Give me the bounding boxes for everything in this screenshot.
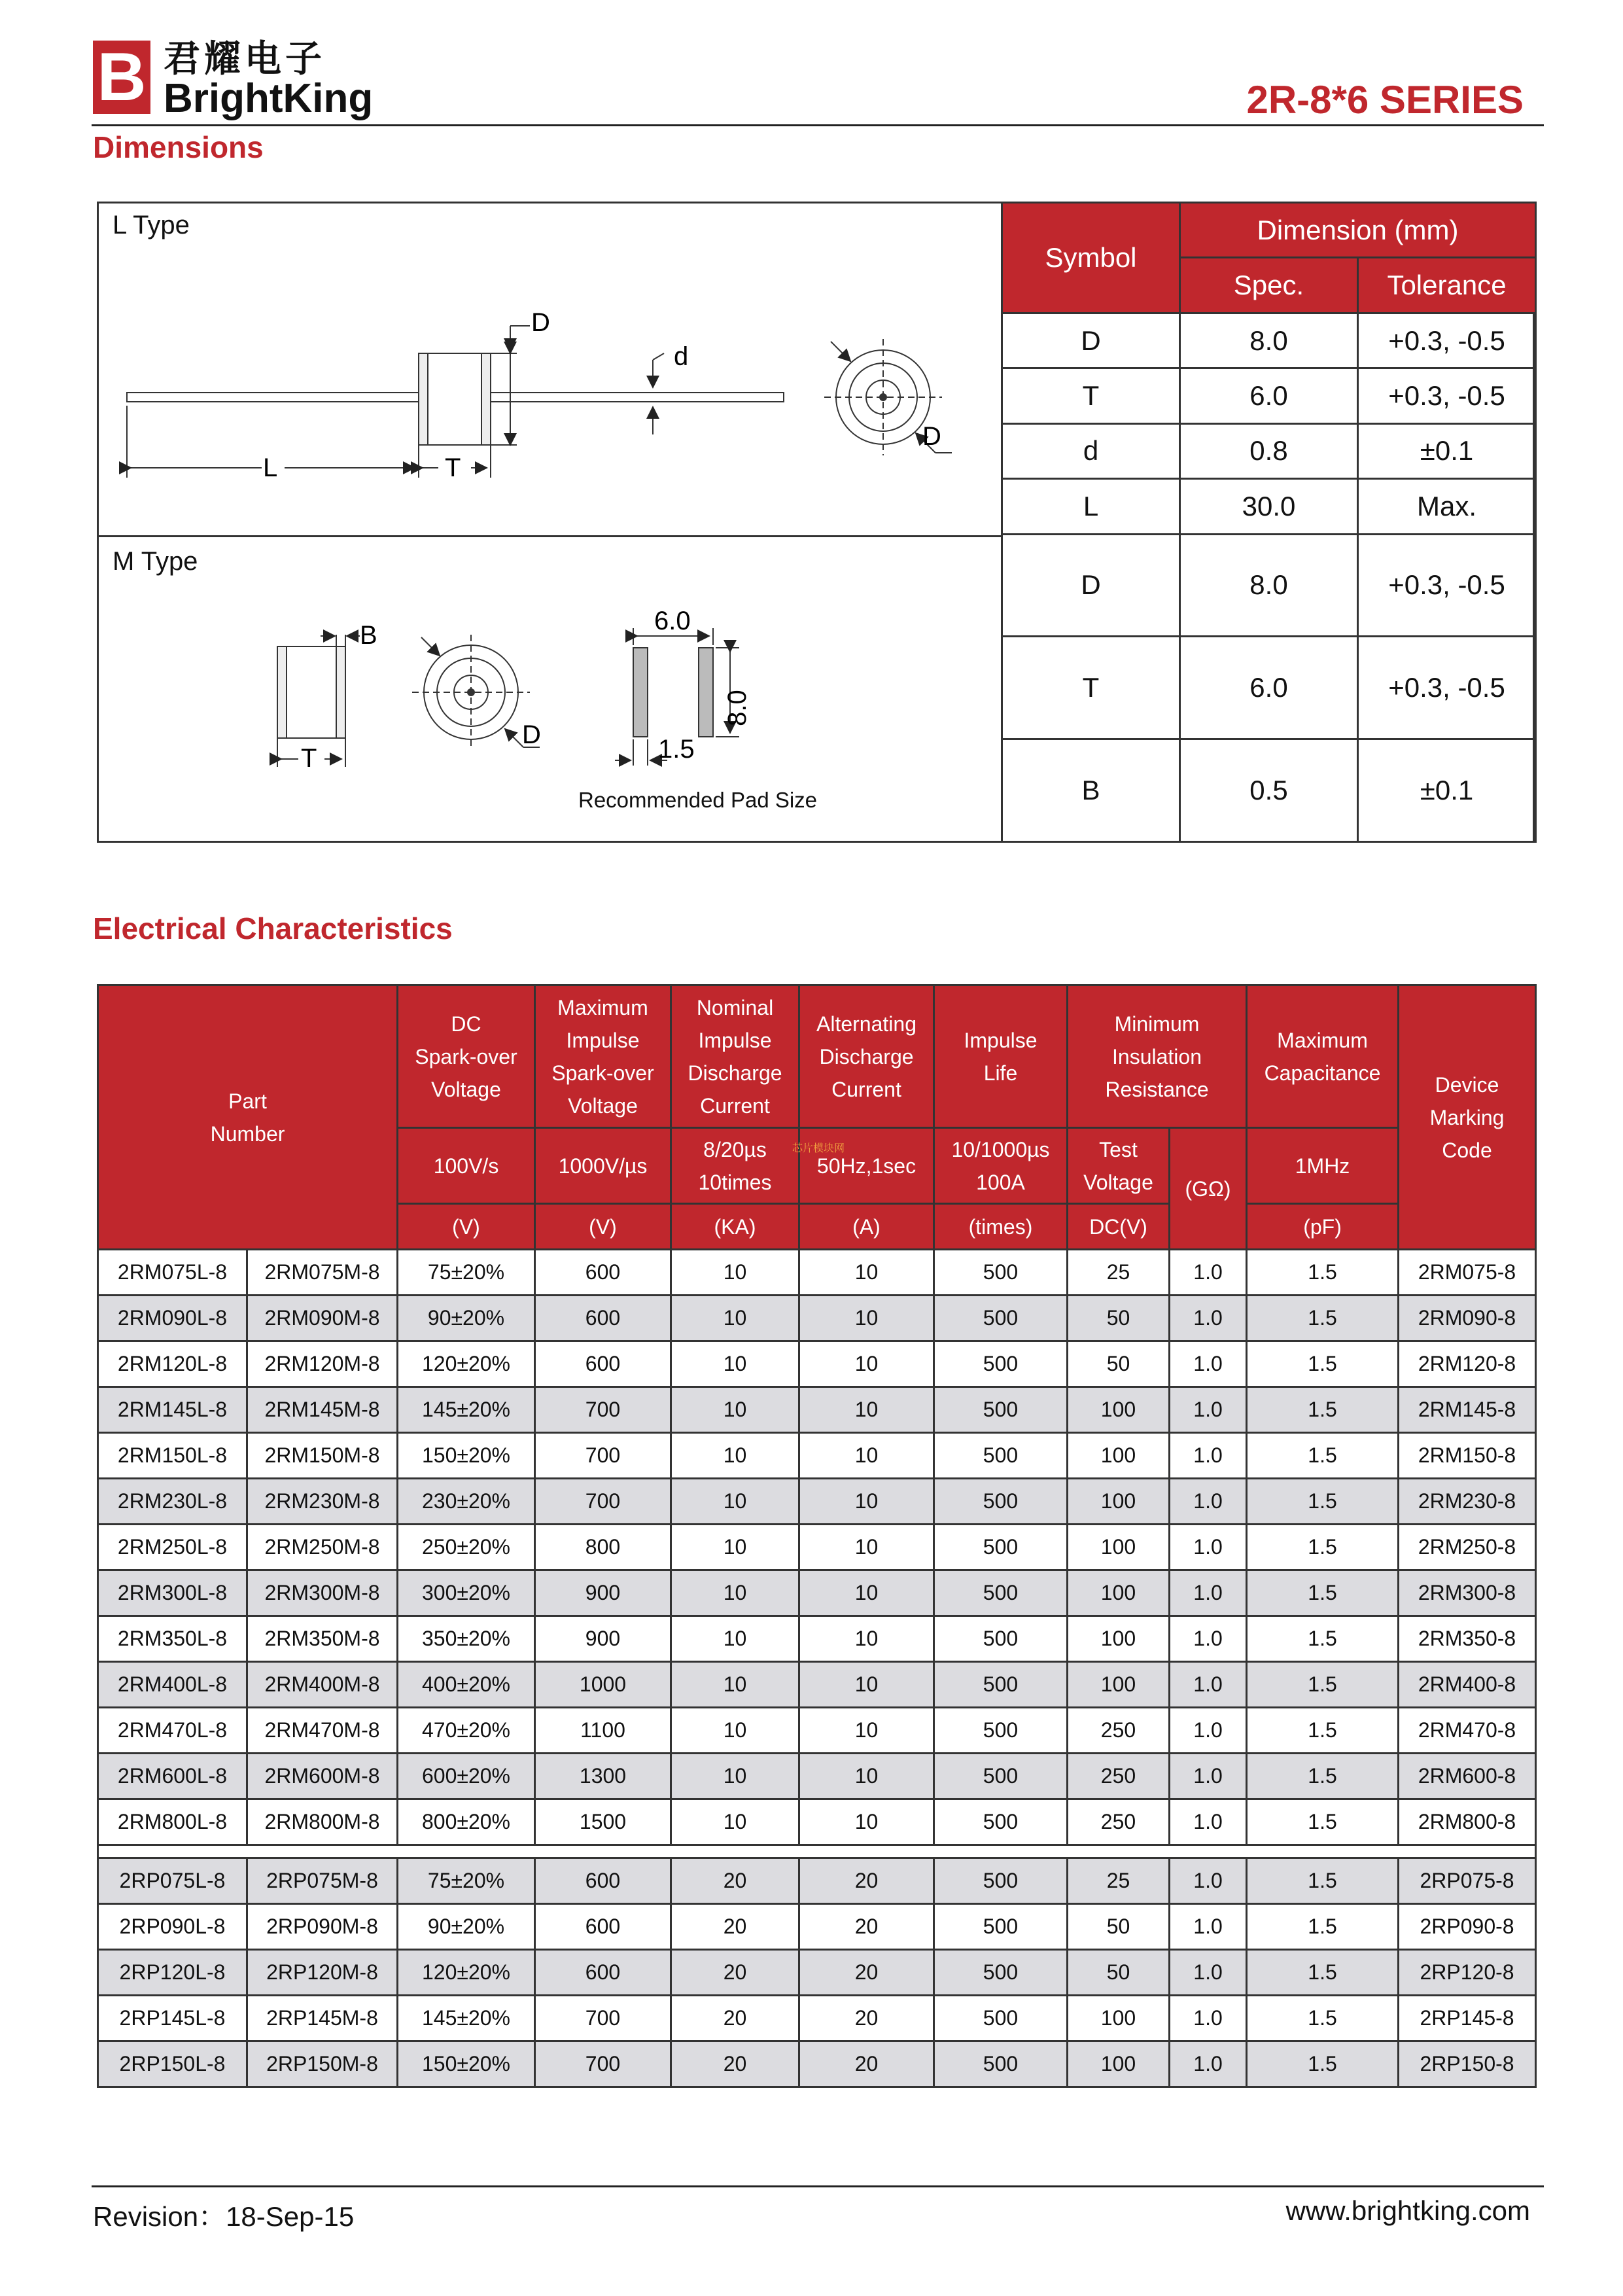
table-cell: 1.0 (1170, 1996, 1247, 2041)
unit-nd: (KA) (671, 1204, 799, 1250)
table-cell: 2RM150L-8 (98, 1433, 247, 1479)
table-cell: 150±20% (398, 2041, 535, 2087)
table-cell: 20 (799, 2041, 934, 2087)
table-cell: 1.5 (1247, 1387, 1399, 1433)
l-type-drawing (111, 288, 981, 484)
table-cell: 500 (934, 1950, 1068, 1996)
table-cell: 100 (1068, 2041, 1170, 2087)
table-cell: 2RM150M-8 (247, 1433, 398, 1479)
pad-gap-label: 1.5 (658, 735, 695, 764)
unit-il: (times) (934, 1204, 1068, 1250)
m-type-drawing (262, 595, 759, 785)
table-cell: 2RP150M-8 (247, 2041, 398, 2087)
hdr-insulation: Minimum Insulation Resistance (1068, 985, 1247, 1128)
m-dim-t-label: T (301, 744, 317, 773)
table-cell: 1.0 (1170, 1754, 1247, 1799)
pad-width-label: 6.0 (654, 607, 691, 635)
unit-tv: DC(V) (1068, 1204, 1170, 1250)
table-cell: 500 (934, 1662, 1068, 1708)
table-cell: 25 (1068, 1250, 1170, 1296)
table-cell: 75±20% (398, 1858, 535, 1904)
table-row (98, 1387, 1536, 1433)
table-cell: 100 (1068, 1387, 1170, 1433)
table-cell: 145±20% (398, 1387, 535, 1433)
hdr-impulse-life: Impulse Life (934, 985, 1068, 1128)
table-cell: 10 (799, 1525, 934, 1570)
hdr-part-number: Part Number (98, 985, 398, 1250)
table-cell: 600 (535, 1250, 671, 1296)
table-cell: 2RM120L-8 (98, 1341, 247, 1387)
table-cell: 2RM145L-8 (98, 1387, 247, 1433)
table-cell: 20 (671, 1950, 799, 1996)
table-cell: 500 (934, 1341, 1068, 1387)
table-cell: 100 (1068, 1616, 1170, 1662)
table-cell: 700 (535, 1996, 671, 2041)
table-row (98, 1858, 1536, 1904)
l-end-d-label: D (922, 422, 941, 451)
l-type-label: L Type (113, 211, 190, 239)
hdr-alternating-discharge: Alternating Discharge Current (799, 985, 934, 1128)
hdr-capacitance: Maximum Capacitance (1247, 985, 1399, 1128)
table-cell: 1.0 (1170, 1708, 1247, 1754)
table-cell: 900 (535, 1570, 671, 1616)
table-cell: 1.5 (1247, 1341, 1399, 1387)
table-cell: 50 (1068, 1904, 1170, 1950)
unit-ad: (A) (799, 1204, 934, 1250)
table-cell: 2RM120-8 (1399, 1341, 1536, 1387)
table-cell: 1500 (535, 1799, 671, 1845)
table-cell: 500 (934, 1250, 1068, 1296)
table-cell: 50 (1068, 1341, 1170, 1387)
dimension-table (1001, 202, 1537, 843)
table-row (98, 1708, 1536, 1754)
table-cell: 2RM120M-8 (247, 1341, 398, 1387)
table-cell: 1.0 (1170, 1858, 1247, 1904)
electrical-title: Electrical Characteristics (93, 911, 453, 945)
table-cell: 2RM230M-8 (247, 1479, 398, 1525)
table-cell: 2RM250M-8 (247, 1525, 398, 1570)
dim-row-l-D: D 8.0 +0.3, -0.5 (1002, 313, 1536, 368)
table-cell: 1.5 (1247, 1662, 1399, 1708)
table-row (98, 1433, 1536, 1479)
table-cell: 400±20% (398, 1662, 535, 1708)
hdr-max-impulse: Maximum Impulse Spark-over Voltage (535, 985, 671, 1128)
table-cell: 350±20% (398, 1616, 535, 1662)
table-cell: 120±20% (398, 1950, 535, 1996)
table-cell: 2RP120L-8 (98, 1950, 247, 1996)
table-cell: 300±20% (398, 1570, 535, 1616)
table-cell: 1.5 (1247, 1904, 1399, 1950)
table-cell: 250 (1068, 1708, 1170, 1754)
table-cell: 10 (671, 1250, 799, 1296)
cond-nd: 8/20µs 10times (671, 1128, 799, 1204)
table-cell: 2RM470M-8 (247, 1708, 398, 1754)
table-cell: 2RM350M-8 (247, 1616, 398, 1662)
table-cell: 20 (671, 1996, 799, 2041)
table-cell: 10 (799, 1433, 934, 1479)
m-end-d-label: D (522, 720, 541, 749)
table-cell: 50 (1068, 1950, 1170, 1996)
table-cell: 2RM470-8 (1399, 1708, 1536, 1754)
table-cell: 2RM075M-8 (247, 1250, 398, 1296)
table-cell: 10 (799, 1479, 934, 1525)
dim-row-m-D: D 8.0 +0.3, -0.5 (1002, 534, 1536, 637)
pad-size-caption: Recommended Pad Size (578, 788, 818, 812)
table-cell: 20 (799, 1904, 934, 1950)
table-cell: 2RP150-8 (1399, 2041, 1536, 2087)
table-cell: 500 (934, 1570, 1068, 1616)
table-cell: 20 (799, 1996, 934, 2041)
table-cell: 2RM090M-8 (247, 1296, 398, 1341)
table-cell: 100 (1068, 1479, 1170, 1525)
table-cell: 1000 (535, 1662, 671, 1708)
table-row (98, 1296, 1536, 1341)
table-row (98, 1799, 1536, 1845)
table-cell: 20 (799, 1858, 934, 1904)
table-cell: 1.5 (1247, 1479, 1399, 1525)
table-cell: 900 (535, 1616, 671, 1662)
table-cell: 2RM230-8 (1399, 1479, 1536, 1525)
table-cell: 2RP120-8 (1399, 1950, 1536, 1996)
watermark-text: 芯片模块网 (792, 1143, 845, 1154)
table-cell: 500 (934, 1387, 1068, 1433)
table-cell: 20 (671, 1858, 799, 1904)
table-cell: 1.0 (1170, 1479, 1247, 1525)
table-cell: 2RM600L-8 (98, 1754, 247, 1799)
table-cell: 500 (934, 1904, 1068, 1950)
table-row (98, 2041, 1536, 2087)
table-cell: 145±20% (398, 1996, 535, 2041)
table-cell: 500 (934, 1296, 1068, 1341)
table-cell: 1.0 (1170, 1250, 1247, 1296)
table-cell: 2RP145L-8 (98, 1996, 247, 2041)
table-cell: 10 (799, 1387, 934, 1433)
table-cell: 90±20% (398, 1904, 535, 1950)
dim-col-symbol: Symbol (1002, 203, 1180, 313)
table-cell: 2RM075-8 (1399, 1250, 1536, 1296)
table-cell: 2RM300M-8 (247, 1570, 398, 1616)
table-cell: 100 (1068, 1662, 1170, 1708)
table-cell: 1.0 (1170, 2041, 1247, 2087)
table-cell: 1.5 (1247, 1616, 1399, 1662)
table-cell: 2RM600-8 (1399, 1754, 1536, 1799)
brand-logo (93, 41, 150, 114)
table-cell: 10 (671, 1616, 799, 1662)
table-cell: 2RM350L-8 (98, 1616, 247, 1662)
table-cell: 1.0 (1170, 1525, 1247, 1570)
table-cell: 10 (799, 1341, 934, 1387)
table-cell: 100 (1068, 1433, 1170, 1479)
table-cell: 1.5 (1247, 1708, 1399, 1754)
table-cell: 2RP145-8 (1399, 1996, 1536, 2041)
footer-rule (92, 2185, 1544, 2187)
website-link[interactable]: www.brightking.com (1285, 2195, 1530, 2226)
table-cell: 500 (934, 1708, 1068, 1754)
table-cell: 1.0 (1170, 1904, 1247, 1950)
table-cell: 10 (671, 1387, 799, 1433)
series-title: 2R-8*6 SERIES (1246, 78, 1524, 122)
table-cell: 10 (671, 1296, 799, 1341)
table-cell: 600 (535, 1341, 671, 1387)
table-cell: 230±20% (398, 1479, 535, 1525)
table-cell: 600 (535, 1858, 671, 1904)
cond-gohm: (GΩ) (1170, 1128, 1247, 1250)
table-cell: 800±20% (398, 1799, 535, 1845)
table-cell: 10 (671, 1662, 799, 1708)
cond-ad: 芯片模块网 50Hz,1sec (799, 1128, 934, 1204)
table-cell: 25 (1068, 1858, 1170, 1904)
table-cell: 600 (535, 1950, 671, 1996)
table-cell: 10 (671, 1570, 799, 1616)
table-cell: 600 (535, 1904, 671, 1950)
table-cell: 100 (1068, 1525, 1170, 1570)
table-cell: 1.5 (1247, 1433, 1399, 1479)
hdr-dc-sparkover: DC Spark-over Voltage (398, 985, 535, 1128)
table-cell: 800 (535, 1525, 671, 1570)
table-row (98, 1996, 1536, 2041)
table-row (98, 1525, 1536, 1570)
table-row (98, 1250, 1536, 1296)
cond-il: 10/1000µs 100A (934, 1128, 1068, 1204)
table-row (98, 1754, 1536, 1799)
brand-name-cn: 君耀电子 (164, 38, 326, 79)
table-cell: 700 (535, 1433, 671, 1479)
table-cell: 1.5 (1247, 1250, 1399, 1296)
table-cell: 1100 (535, 1708, 671, 1754)
dim-row-l-L: L 30.0 Max. (1002, 479, 1536, 534)
table-cell: 10 (799, 1662, 934, 1708)
table-cell: 500 (934, 1479, 1068, 1525)
m-type-side-view (277, 635, 360, 767)
table-cell: 2RP075L-8 (98, 1858, 247, 1904)
table-cell: 2RP090L-8 (98, 1904, 247, 1950)
hdr-nominal-discharge: Nominal Impulse Discharge Current (671, 985, 799, 1128)
table-cell: 10 (671, 1479, 799, 1525)
table-cell: 10 (671, 1341, 799, 1387)
l-dim-l-label: L (263, 453, 278, 482)
table-cell: 1.5 (1247, 2041, 1399, 2087)
l-dim-lead-label: d (674, 342, 689, 371)
table-cell: 10 (799, 1799, 934, 1845)
table-cell: 1.0 (1170, 1296, 1247, 1341)
table-cell: 20 (671, 2041, 799, 2087)
l-dim-d-label: D (531, 308, 550, 337)
table-cell: 1.0 (1170, 1341, 1247, 1387)
brand-name-en: BrightKing (164, 76, 374, 121)
table-cell: 700 (535, 2041, 671, 2087)
dim-col-tolerance: Tolerance (1358, 258, 1536, 313)
header-rule (92, 124, 1544, 126)
m-dim-b-label: B (360, 621, 377, 650)
table-cell: 1300 (535, 1754, 671, 1799)
table-cell: 2RM145-8 (1399, 1387, 1536, 1433)
dim-col-spec: Spec. (1180, 258, 1358, 313)
table-cell: 120±20% (398, 1341, 535, 1387)
table-cell: 1.5 (1247, 1799, 1399, 1845)
table-cell: 2RM800L-8 (98, 1799, 247, 1845)
table-cell: 20 (799, 1950, 934, 1996)
table-cell: 10 (799, 1708, 934, 1754)
revision-text: Revision：18-Sep-15 (93, 2201, 355, 2232)
table-cell: 2RM800-8 (1399, 1799, 1536, 1845)
table-cell: 150±20% (398, 1433, 535, 1479)
table-cell: 700 (535, 1387, 671, 1433)
unit-mi: (V) (535, 1204, 671, 1250)
table-cell: 2RM600M-8 (247, 1754, 398, 1799)
dim-row-m-T: T 6.0 +0.3, -0.5 (1002, 637, 1536, 739)
table-cell: 2RP090M-8 (247, 1904, 398, 1950)
table-cell: 1.5 (1247, 1858, 1399, 1904)
table-cell: 1.0 (1170, 1570, 1247, 1616)
table-cell: 600 (535, 1296, 671, 1341)
table-cell: 2RM075L-8 (98, 1250, 247, 1296)
table-cell: 1.5 (1247, 1525, 1399, 1570)
table-gap-row (98, 1845, 1536, 1858)
table-row (98, 1570, 1536, 1616)
table-row (98, 1616, 1536, 1662)
table-cell: 10 (671, 1433, 799, 1479)
l-dim-t-label: T (445, 453, 461, 482)
table-cell: 600±20% (398, 1754, 535, 1799)
table-cell: 2RM400L-8 (98, 1662, 247, 1708)
table-cell: 75±20% (398, 1250, 535, 1296)
table-cell: 250±20% (398, 1525, 535, 1570)
table-cell: 2RP090-8 (1399, 1904, 1536, 1950)
table-cell: 1.5 (1247, 1754, 1399, 1799)
table-row (98, 1479, 1536, 1525)
logo-letter: B (97, 39, 147, 115)
table-cell: 1.0 (1170, 1799, 1247, 1845)
table-cell: 10 (799, 1616, 934, 1662)
electrical-table-body (98, 1250, 1536, 2087)
table-cell: 500 (934, 1616, 1068, 1662)
cond-dc: 100V/s (398, 1128, 535, 1204)
table-row (98, 1341, 1536, 1387)
cond-test-voltage: Test Voltage (1068, 1128, 1170, 1204)
table-cell: 1.5 (1247, 1996, 1399, 2041)
table-row (98, 1904, 1536, 1950)
table-cell: 50 (1068, 1296, 1170, 1341)
table-cell: 10 (671, 1525, 799, 1570)
dim-col-dimension: Dimension (mm) (1180, 203, 1536, 258)
table-cell: 500 (934, 2041, 1068, 2087)
table-cell: 2RP075-8 (1399, 1858, 1536, 1904)
m-type-end-view (412, 635, 540, 750)
dim-row-l-T: T 6.0 +0.3, -0.5 (1002, 368, 1536, 423)
table-cell: 1.0 (1170, 1387, 1247, 1433)
table-cell: 1.0 (1170, 1616, 1247, 1662)
table-cell: 10 (799, 1754, 934, 1799)
table-cell: 250 (1068, 1754, 1170, 1799)
table-cell: 10 (799, 1570, 934, 1616)
table-cell: 2RM150-8 (1399, 1433, 1536, 1479)
table-cell: 2RM250-8 (1399, 1525, 1536, 1570)
dim-row-l-d: d 0.8 ±0.1 (1002, 423, 1536, 478)
cond-mi: 1000V/µs (535, 1128, 671, 1204)
table-cell: 2RP075M-8 (247, 1858, 398, 1904)
pad-height-label: 8.0 (723, 690, 752, 726)
table-cell: 100 (1068, 1996, 1170, 2041)
m-type-label: M Type (113, 547, 198, 576)
type-divider (97, 535, 1002, 537)
table-cell: 500 (934, 1433, 1068, 1479)
table-cell: 2RM470L-8 (98, 1708, 247, 1754)
electrical-table (97, 984, 1537, 2088)
table-cell: 1.0 (1170, 1662, 1247, 1708)
table-cell: 1.5 (1247, 1570, 1399, 1616)
table-cell: 2RP150L-8 (98, 2041, 247, 2087)
table-cell: 2RM400-8 (1399, 1662, 1536, 1708)
table-cell: 500 (934, 1996, 1068, 2041)
hdr-marking-code: Device Marking Code (1399, 985, 1536, 1250)
table-cell: 500 (934, 1525, 1068, 1570)
table-cell: 700 (535, 1479, 671, 1525)
table-cell: 2RM400M-8 (247, 1662, 398, 1708)
table-cell: 2RM300L-8 (98, 1570, 247, 1616)
table-cell: 2RM090L-8 (98, 1296, 247, 1341)
table-cell: 470±20% (398, 1708, 535, 1754)
table-cell: 2RM300-8 (1399, 1570, 1536, 1616)
table-cell: 10 (799, 1296, 934, 1341)
table-cell: 2RM230L-8 (98, 1479, 247, 1525)
table-cell: 500 (934, 1754, 1068, 1799)
table-cell: 2RM145M-8 (247, 1387, 398, 1433)
table-cell: 2RM090-8 (1399, 1296, 1536, 1341)
table-cell: 1.5 (1247, 1296, 1399, 1341)
table-cell: 10 (671, 1708, 799, 1754)
table-cell: 250 (1068, 1799, 1170, 1845)
table-cell: 10 (671, 1754, 799, 1799)
table-cell: 500 (934, 1799, 1068, 1845)
table-cell: 2RP120M-8 (247, 1950, 398, 1996)
dimensions-title: Dimensions (93, 130, 264, 164)
table-cell: 20 (671, 1904, 799, 1950)
table-cell: 2RM800M-8 (247, 1799, 398, 1845)
table-cell: 1.5 (1247, 1950, 1399, 1996)
table-cell: 500 (934, 1858, 1068, 1904)
table-cell: 10 (671, 1799, 799, 1845)
table-cell: 1.0 (1170, 1433, 1247, 1479)
table-cell: 1.0 (1170, 1950, 1247, 1996)
table-cell: 90±20% (398, 1296, 535, 1341)
table-cell: 2RM350-8 (1399, 1616, 1536, 1662)
table-cell: 100 (1068, 1570, 1170, 1616)
dim-row-m-B: B 0.5 ±0.1 (1002, 739, 1536, 842)
unit-mc: (pF) (1247, 1204, 1399, 1250)
cond-mc: 1MHz (1247, 1128, 1399, 1204)
table-row (98, 1662, 1536, 1708)
table-cell: 2RM250L-8 (98, 1525, 247, 1570)
table-row (98, 1950, 1536, 1996)
table-cell: 2RP145M-8 (247, 1996, 398, 2041)
table-cell: 10 (799, 1250, 934, 1296)
unit-dc: (V) (398, 1204, 535, 1250)
